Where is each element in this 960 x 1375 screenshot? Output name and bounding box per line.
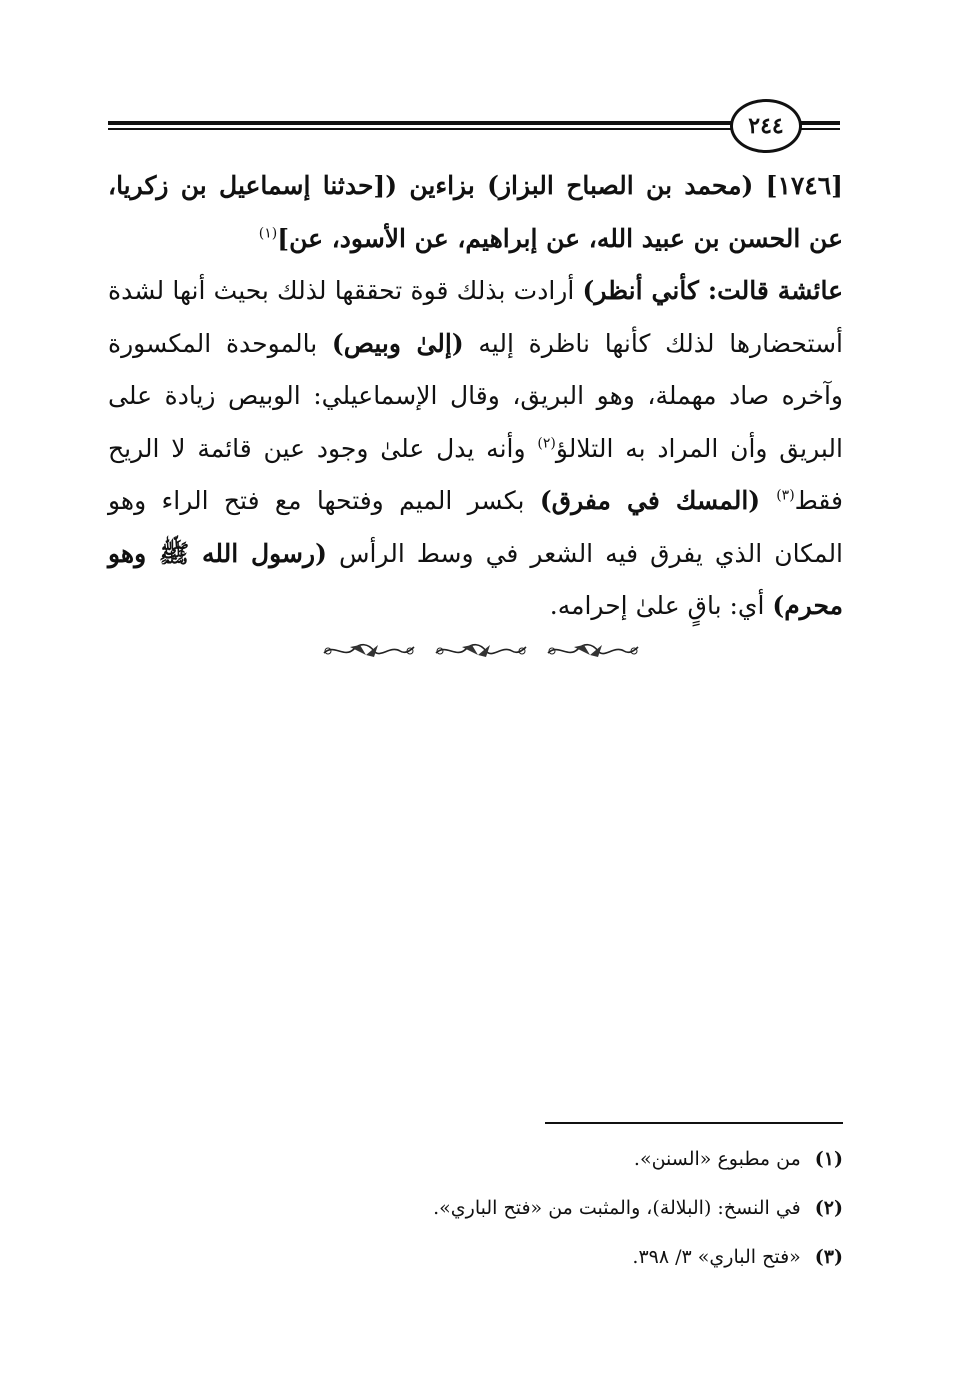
- header-rule: [108, 121, 733, 125]
- footnote: [108, 1184, 843, 1233]
- footnote: [108, 1233, 843, 1282]
- chain-text: [١٧٤٦] (محمد بن الصباح البزاز) بزاءين ([حدثنا إسماعيل بن زكريا، عن الحسن بن عبيد الله، عن إبراهيم، عن الأسود، عن]: [108, 171, 843, 253]
- header-rule-right: [798, 121, 840, 125]
- page-number: ٢٤٤: [730, 99, 802, 153]
- footnote-text: من مطبوع «السنن».: [633, 1148, 801, 1170]
- footnote-number: (٢): [814, 1197, 843, 1219]
- commentary-text-3: وأنه يدل علىٰ وجود عين قائمة لا الريح فقط: [108, 433, 843, 515]
- quoted-text-3: (المسك في مفرق): [539, 486, 777, 515]
- commentary-text-5: أي: باقٍ علىٰ إحرامه.: [549, 591, 773, 620]
- footnote-ref-1: (١): [258, 225, 278, 242]
- hadith-chain: [108, 160, 843, 265]
- footnote-text: في النسخ: (البلالة)، والمثبت من «فتح الباري».: [433, 1197, 801, 1219]
- commentary-text-2: بالموحدة المكسورة وآخره صاد مهملة، وهو البريق، وقال الإسماعيلي: الوبيص زيادة على البريق وأن المراد به التلالؤ: [108, 328, 843, 463]
- quoted-text-2: (إلىٰ وبيص): [331, 328, 464, 358]
- footnote-ref-3: (٣): [776, 487, 795, 504]
- header-rule-thin: [108, 128, 733, 130]
- footnote: [108, 1135, 843, 1184]
- page-header: [108, 95, 843, 155]
- footnote-text: «فتح الباري» ٣/ ٣٩٨.: [632, 1246, 801, 1268]
- footnote-number: (٣): [814, 1246, 843, 1268]
- header-rule-right-thin: [798, 128, 840, 130]
- footnote-number: (١): [814, 1148, 843, 1170]
- ornament-icon: [432, 639, 528, 663]
- commentary: [108, 265, 843, 633]
- commentary-text-1: أرادت بذلك قوة تحققها لذلك بحيث أنها لشدة أستحضارها لذلك كأنها ناظرة إليه: [108, 276, 843, 358]
- ornament-icon: [320, 639, 416, 663]
- main-text: [108, 160, 843, 633]
- quoted-text-4: (رسول الله ﷺ وهو محرم): [108, 538, 843, 620]
- footnote-divider: [545, 1122, 843, 1124]
- footnote-ref-2: (٢): [537, 435, 556, 452]
- commentary-text-4: بكسر الميم وفتحها مع فتح الراء وهو المكان الذي يفرق فيه الشعر في وسط الرأس: [108, 486, 844, 568]
- ornament-icon: [544, 639, 640, 663]
- footnotes: [108, 1135, 843, 1282]
- quoted-text-1: عائشة قالت: كأني أنظر): [582, 276, 843, 305]
- section-ornament: [320, 636, 640, 666]
